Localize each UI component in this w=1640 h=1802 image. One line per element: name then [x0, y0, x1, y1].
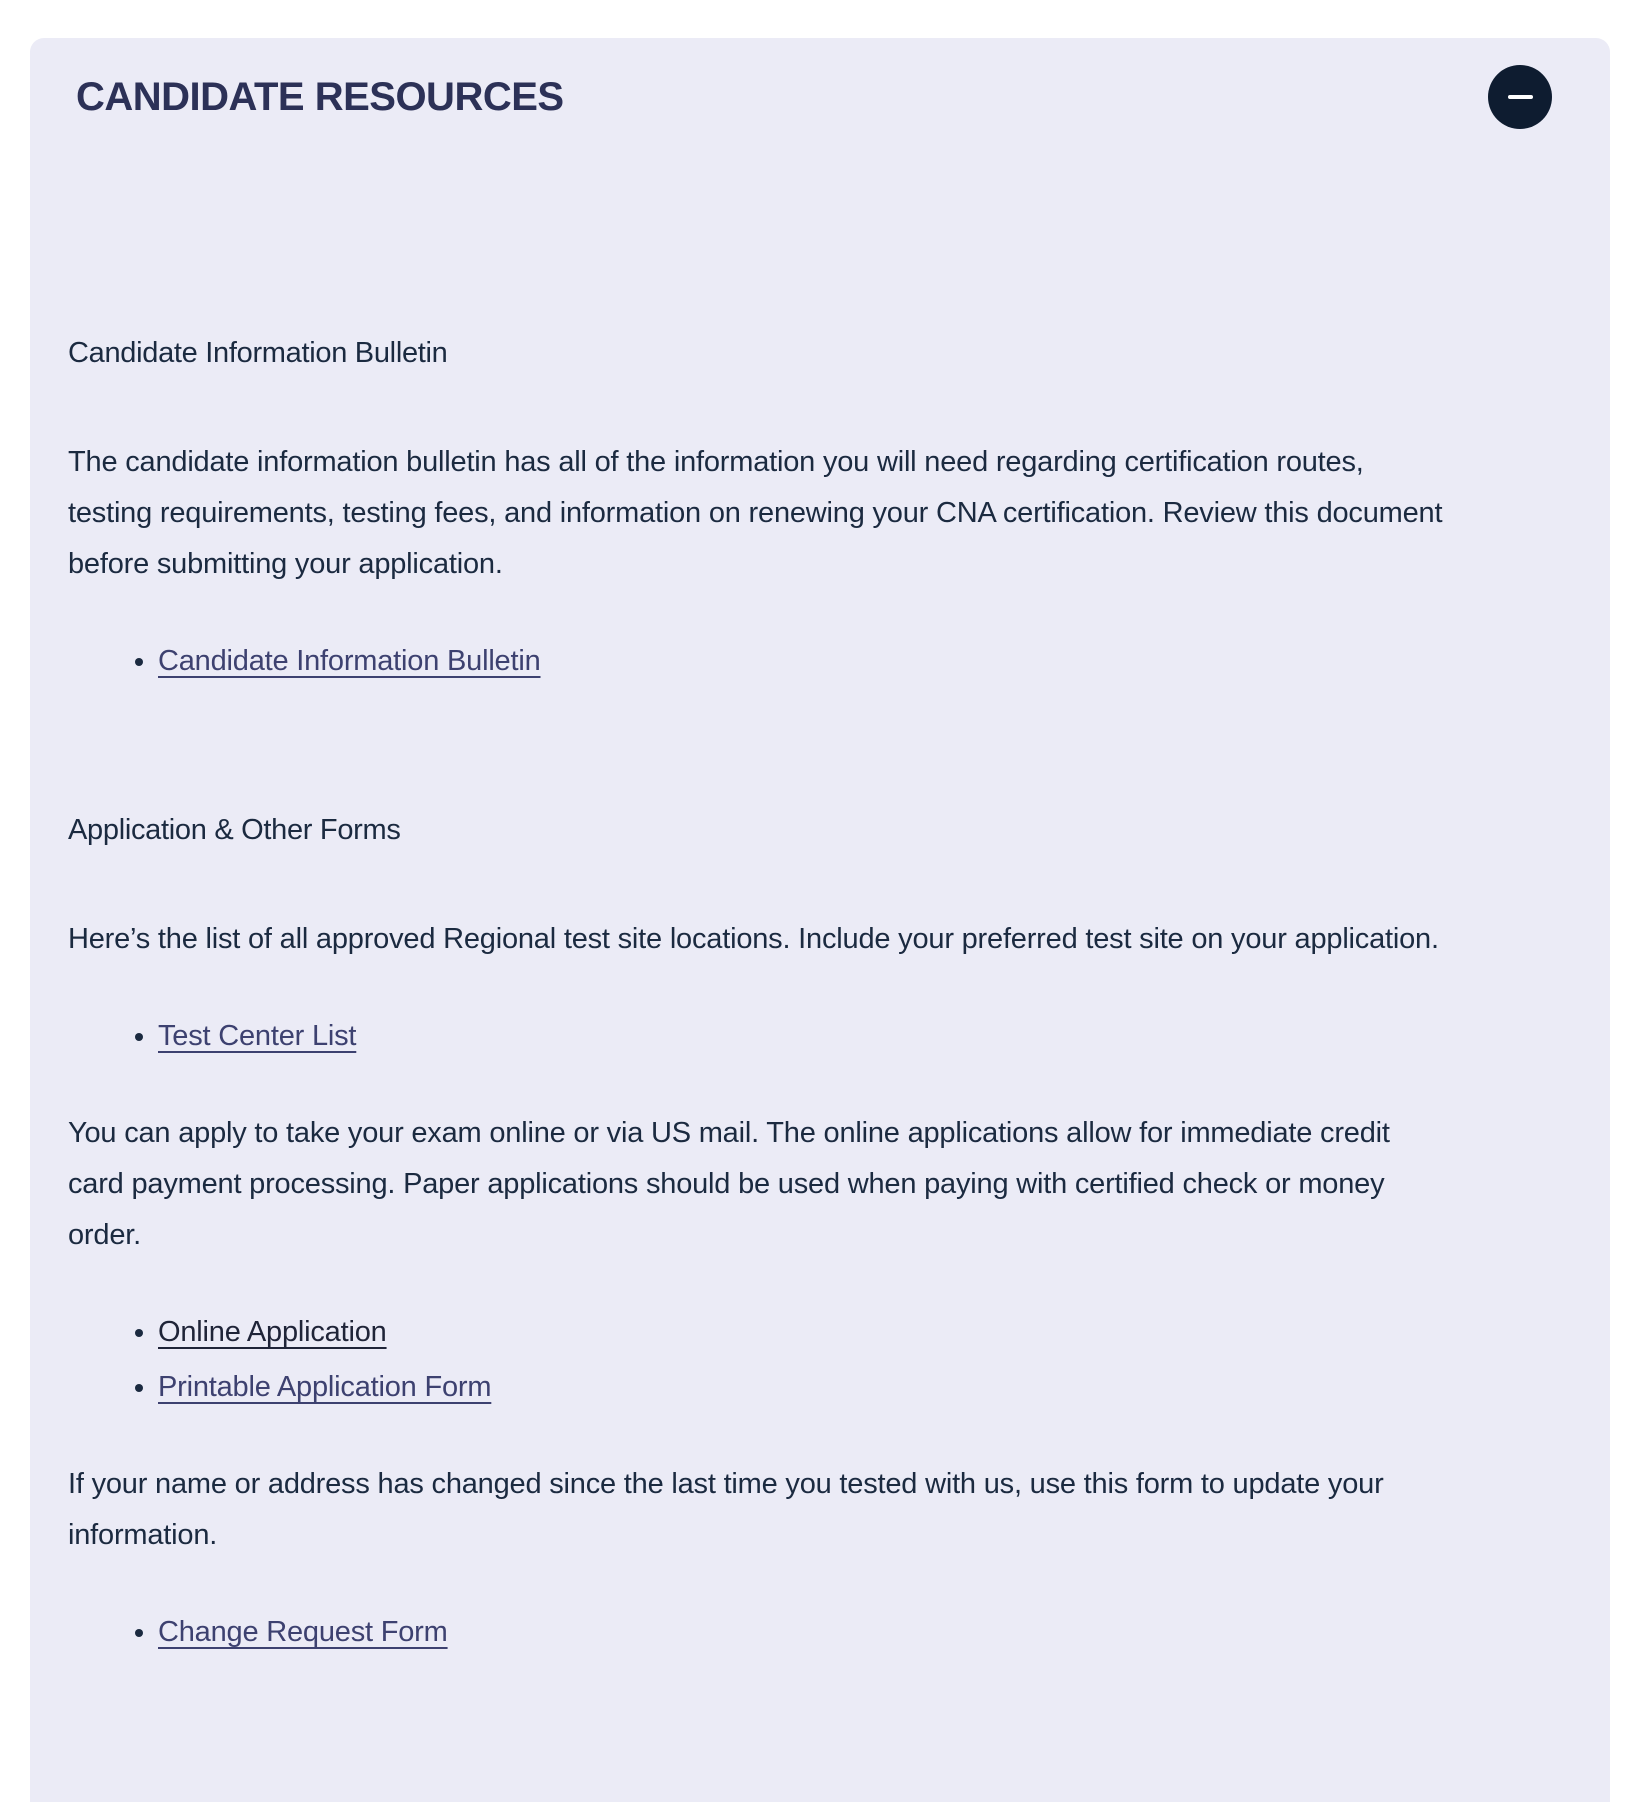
online-application-link[interactable]: Online Application [158, 1316, 387, 1348]
panel-content [68, 336, 1572, 1658]
list-item [158, 1607, 1572, 1658]
section-heading-candidate-information-bulletin: Candidate Information Bulletin [68, 337, 448, 369]
minus-icon [1508, 95, 1533, 99]
change-request-form-link[interactable]: Change Request Form [158, 1616, 448, 1648]
panel-title: CANDIDATE RESOURCES [76, 75, 564, 119]
link-list [68, 636, 1572, 687]
list-item [158, 1362, 1572, 1413]
link-list [68, 1307, 1572, 1413]
candidate-resources-panel [30, 38, 1610, 1802]
test-center-list-link[interactable]: Test Center List [158, 1020, 357, 1052]
paragraph-bulletin-description: The candidate information bulletin has all of the information you will need regarding certification routes, testing requirements, testing fees, and information on renewing your CNA certification. Review this document before submitting your application. [68, 446, 1443, 580]
list-item [158, 1011, 1572, 1062]
candidate-information-bulletin-link[interactable]: Candidate Information Bulletin [158, 645, 541, 677]
paragraph-change-info: If your name or address has changed since the last time you tested with us, use this form to update your information. [68, 1468, 1384, 1551]
list-item [158, 1307, 1572, 1358]
panel-header [68, 38, 1572, 129]
printable-application-form-link[interactable]: Printable Application Form [158, 1371, 492, 1403]
paragraph-apply-options: You can apply to take your exam online or via US mail. The online applications allow for immediate credit card payment processing. Paper applications should be used when paying with certified check or money order. [68, 1117, 1390, 1251]
paragraph-test-sites: Here’s the list of all approved Regional test site locations. Include your preferred test site on your application. [68, 923, 1439, 955]
collapse-panel-button[interactable] [1488, 65, 1552, 129]
link-list [68, 1011, 1572, 1062]
list-item [158, 636, 1572, 687]
section-heading-application-other-forms: Application & Other Forms [68, 814, 401, 846]
link-list [68, 1607, 1572, 1658]
